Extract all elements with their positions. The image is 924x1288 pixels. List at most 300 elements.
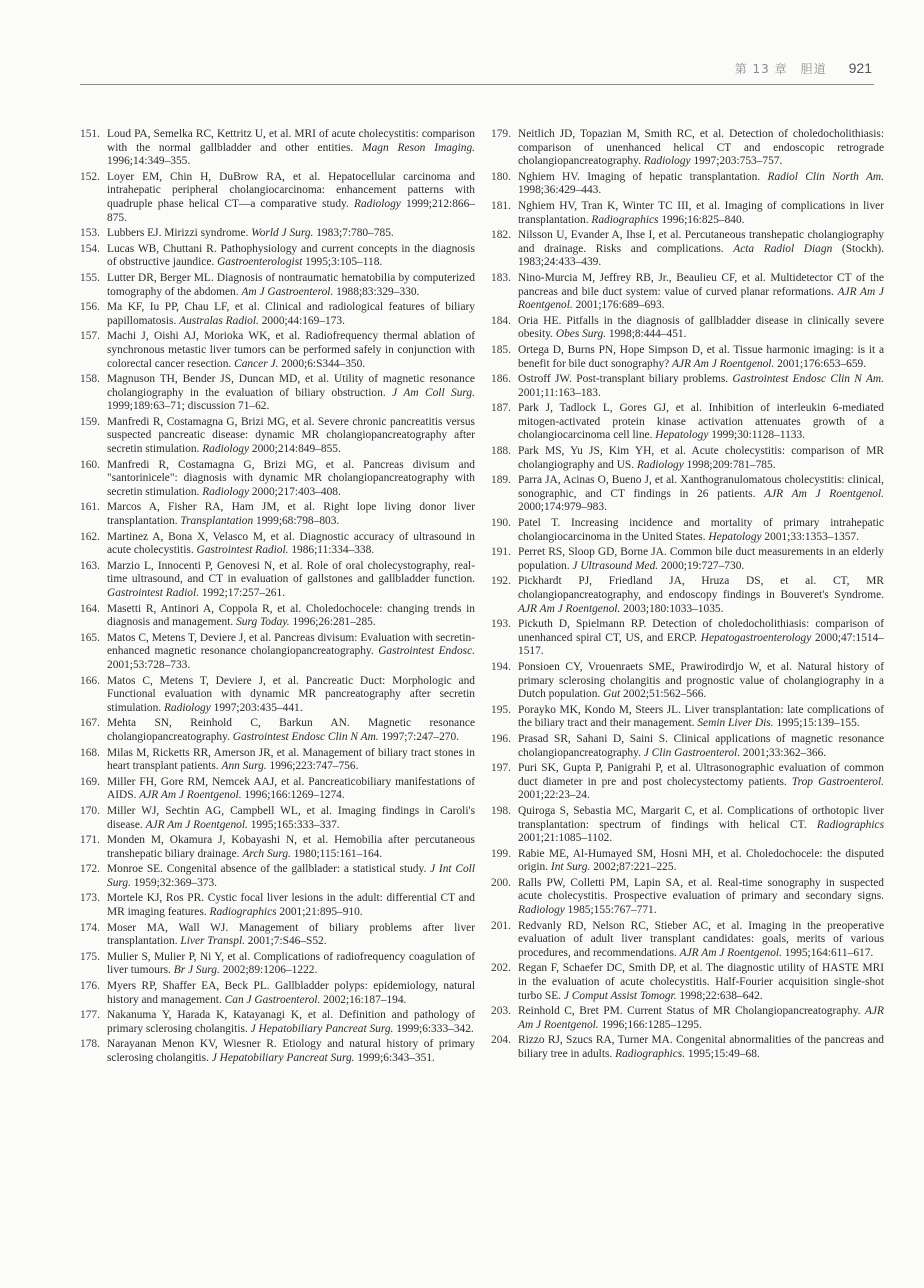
reference-authors-title: Parra JA, Acinas O, Bueno J, et al. Xanthogranulomatous cholecystitis: clinical, sonographic, and CT findings in 26 patients. xyxy=(518,474,884,500)
reference-text xyxy=(518,445,884,472)
reference-text xyxy=(107,243,475,270)
reference-citation: 1995;15:139–155. xyxy=(773,717,860,730)
reference-authors-title: Redvanly RD, Nelson RC, Stieber AC, et al. Imaging in the preoperative evaluation of adult liver transplant candidates: goals, merits of various procedures, and recommendations. xyxy=(518,919,884,959)
reference-number: 184. xyxy=(491,314,511,327)
reference-journal: Cancer J. xyxy=(234,357,279,370)
reference-number: 202. xyxy=(491,962,511,975)
reference-authors-title: Quiroga S, Sebastia MC, Margarit C, et al. Complications of orthotopic liver transplantation: spectrum of findings with helical CT. xyxy=(518,804,884,831)
reference-entry xyxy=(80,776,475,803)
reference-text xyxy=(107,227,475,241)
reference-citation: 2001;33:1353–1357. xyxy=(761,530,860,543)
reference-authors-title: Marzio L, Innocenti P, Genovesi N, et al. Role of oral cholecystography, real-time ultrasound, and CT in evaluation of gallstones and gallbladder function. xyxy=(107,559,475,586)
reference-citation: 1996;16:825–840. xyxy=(658,213,745,226)
reference-citation: 2001;7:S46–S52. xyxy=(244,935,327,948)
reference-authors-title: Milas M, Ricketts RR, Amerson JR, et al. Management of biliary tract stones in heart transplant patients. xyxy=(107,746,475,773)
reference-authors-title: Ralls PW, Colletti PM, Lapin SA, et al. Real-time sonography in suspected acute cholecystitis. Prospective evaluation of primary and secondary signs. xyxy=(518,876,884,903)
reference-journal: AJR Am J Roentgenol. xyxy=(145,818,248,831)
reference-number: 171. xyxy=(80,834,100,847)
reference-journal: Radiology xyxy=(354,197,401,210)
reference-citation: 1995;15:49–68. xyxy=(685,1048,760,1060)
reference-journal: Obes Surg. xyxy=(555,328,607,341)
reference-entry xyxy=(491,445,884,472)
reference-citation: 1983;7:780–785. xyxy=(313,227,394,240)
reference-text xyxy=(518,618,884,659)
reference-number: 182. xyxy=(491,229,511,242)
reference-text xyxy=(107,834,475,861)
reference-authors-title: Neitlich JD, Topazian M, Smith RC, et al. Detection of choledocholithiasis: comparison of unenhanced helical CT and endoscopic retrograde cholangiopancreatography. xyxy=(518,128,884,168)
reference-citation: (Stockh). 1983;24:433–439. xyxy=(518,242,884,269)
reference-journal: AJR Am J Roentgenol. xyxy=(139,789,242,802)
reference-authors-title: Nakanuma Y, Harada K, Katayanagi K, et al. Definition and pathology of primary sclerosing cholangitis. xyxy=(107,1009,475,1035)
reference-journal: Can J Gastroenterol. xyxy=(224,993,321,1006)
reference-citation: 2000;47:1514–1517. xyxy=(518,631,885,658)
reference-citation: 1998;8:444–451. xyxy=(606,328,687,341)
reference-entry xyxy=(80,501,475,528)
reference-journal: Radiology xyxy=(202,443,250,456)
reference-authors-title: Park MS, Yu JS, Kim YH, et al. Acute cholecystitis: comparison of MR cholangiography and US. xyxy=(518,445,884,471)
reference-citation: 1985;155:767–771. xyxy=(564,904,657,917)
reference-number: 164. xyxy=(80,602,100,615)
reference-citation: 1999;6:343–351. xyxy=(354,1052,435,1064)
reference-citation: 2002;51:562–566. xyxy=(620,688,707,701)
reference-entry xyxy=(80,128,475,169)
reference-text xyxy=(518,1005,884,1032)
reference-number: 189. xyxy=(491,474,511,487)
reference-journal: Br J Surg. xyxy=(173,964,220,977)
reference-entry xyxy=(491,805,884,846)
reference-citation: 1986;11:334–338. xyxy=(288,544,375,557)
reference-entry xyxy=(80,675,475,716)
reference-text xyxy=(518,200,884,227)
reference-entry xyxy=(491,877,884,918)
reference-journal: Liver Transpl. xyxy=(180,935,245,948)
reference-citation: 2001;21:895–910. xyxy=(276,906,363,919)
reference-number: 203. xyxy=(491,1005,511,1018)
reference-entry xyxy=(491,344,884,371)
reference-number: 154. xyxy=(80,242,100,255)
reference-number: 173. xyxy=(80,892,100,905)
reference-text xyxy=(107,531,475,558)
reference-text xyxy=(518,733,884,760)
reference-journal: Magn Reson Imaging. xyxy=(362,141,476,154)
reference-number: 190. xyxy=(491,517,511,530)
reference-text xyxy=(107,171,475,225)
reference-text xyxy=(107,459,475,500)
reference-citation: 2003;180:1033–1035. xyxy=(620,602,724,615)
reference-citation: 1999;30:1128–1133. xyxy=(708,429,806,442)
reference-number: 157. xyxy=(80,330,100,343)
reference-journal: Gastroenterologist xyxy=(217,256,303,269)
reference-citation: 2001;176:689–693. xyxy=(572,299,665,312)
reference-authors-title: Mulier S, Mulier P, Ni Y, et al. Complications of radiofrequency coagulation of liver tumours. xyxy=(107,950,475,977)
reference-citation: 1959;32:369–373. xyxy=(130,876,218,889)
reference-entry xyxy=(80,243,475,270)
reference-citation: 1996;223:747–756. xyxy=(266,760,359,773)
reference-number: 162. xyxy=(80,530,100,543)
reference-citation: 1992;17:257–261. xyxy=(198,587,286,599)
reference-journal: J Comput Assist Tomogr. xyxy=(563,989,677,1002)
reference-authors-title: Regan F, Schaefer DC, Smith DP, et al. The diagnostic utility of HASTE MRI in the evaluation of acute cholecystitis. Half-Fourier acquisition single-shot turbo SE. xyxy=(518,962,884,1002)
reference-authors-title: Puri SK, Gupta P, Panigrahi P, et al. Ultrasonographic evaluation of common duct diameter in pre and post cholecystectomy patients. xyxy=(518,762,884,788)
reference-citation: 1995;164:611–617. xyxy=(781,946,874,959)
reference-entry xyxy=(491,1034,884,1061)
reference-number: 195. xyxy=(491,703,511,716)
reference-journal: Int Surg. xyxy=(550,861,591,874)
reference-text xyxy=(107,951,475,978)
reference-authors-title: Matos C, Metens T, Deviere J, et al. Pancreatic Duct: Morphologic and Functional evaluation with dynamic MR pancreatography after secretin stimulation. xyxy=(107,674,475,714)
reference-journal: Radiology xyxy=(643,155,691,168)
reference-authors-title: Ortega D, Burns PN, Hope Simpson D, et al. Tissue harmonic imaging: is it a benefit for bile duct sonography? xyxy=(518,343,884,370)
running-head xyxy=(735,60,872,77)
reference-authors-title: Martinez A, Bona X, Velasco M, et al. Diagnostic accuracy of ultrasound in acute cholecystitis. xyxy=(107,530,475,557)
reference-number: 172. xyxy=(80,863,100,876)
reference-journal: Radiographics xyxy=(209,906,277,919)
reference-journal: AJR Am J Roentgenol. xyxy=(672,357,775,370)
reference-text xyxy=(518,517,884,544)
reference-citation: 1997;7:247–270. xyxy=(378,730,460,743)
reference-text xyxy=(107,560,475,601)
reference-citation: 1999;212:866–875. xyxy=(107,197,476,224)
reference-number: 163. xyxy=(80,559,100,572)
reference-text xyxy=(518,704,884,731)
reference-authors-title: Machi J, Oishi AJ, Morioka WK, et al. Radiofrequency thermal ablation of synchronous metastic liver tumors can be performed safely in conjunction with colorectal cancer resection. xyxy=(107,330,475,370)
page-header xyxy=(80,56,874,85)
reference-number: 165. xyxy=(80,631,100,644)
reference-citation: 1996;166:1285–1295. xyxy=(598,1018,702,1031)
reference-number: 191. xyxy=(491,546,511,559)
reference-authors-title: Mehta SN, Reinhold C, Barkun AN. Magnetic resonance cholangiopancreatography. xyxy=(107,717,475,743)
reference-entry xyxy=(80,373,475,414)
reference-text xyxy=(107,675,475,716)
reference-citation: 1988;83:329–330. xyxy=(333,285,420,298)
reference-citation: 1998;22:638–642. xyxy=(676,989,763,1002)
reference-number: 174. xyxy=(80,921,100,934)
reference-text xyxy=(107,922,475,949)
reference-text xyxy=(518,272,884,313)
reference-entry xyxy=(491,373,884,400)
reference-entry xyxy=(491,962,884,1003)
reference-number: 176. xyxy=(80,980,100,993)
reference-number: 198. xyxy=(491,804,511,817)
reference-entry xyxy=(491,618,884,659)
reference-authors-title: Perret RS, Sloop GD, Borne JA. Common bile duct measurements in an elderly population. xyxy=(518,546,884,572)
reference-text xyxy=(107,301,475,328)
reference-number: 151. xyxy=(80,128,100,140)
reference-text xyxy=(107,717,475,744)
reference-entry xyxy=(80,560,475,601)
reference-authors-title: Nino-Murcia M, Jeffrey RB, Jr., Beaulieu CF, et al. Multidetector CT of the pancreas and bile duct system: value of curved planar reformations. xyxy=(518,271,884,298)
reference-authors-title: Park J, Tadlock L, Gores GJ, et al. Inhibition of interleukin 6-mediated mitogen-activated protein kinase activation attenuates growth of a cholangiocarcinoma cell line. xyxy=(518,402,884,442)
reference-number: 156. xyxy=(80,301,100,314)
reference-number: 159. xyxy=(80,415,100,428)
reference-text xyxy=(518,661,884,702)
reference-text xyxy=(107,373,475,414)
reference-entry xyxy=(491,315,884,342)
reference-authors-title: Loud PA, Semelka RC, Kettritz U, et al. MRI of acute cholecystitis: comparison with the normal gallbladder and other entities. xyxy=(107,128,475,154)
reference-citation: 1999;68:798–803. xyxy=(253,515,340,528)
reference-citation: 1999;6:333–342. xyxy=(393,1022,474,1035)
page-number: 921 xyxy=(848,60,872,76)
reference-number: 186. xyxy=(491,373,511,386)
reference-entry xyxy=(80,227,475,241)
reference-number: 160. xyxy=(80,458,100,471)
reference-number: 179. xyxy=(491,128,511,140)
reference-journal: J Hepatobiliary Pancreat Surg. xyxy=(250,1022,394,1035)
reference-entry xyxy=(80,922,475,949)
reference-journal: Gut xyxy=(603,688,621,701)
reference-authors-title: Prasad SR, Sahani D, Saini S. Clinical applications of magnetic resonance cholangiopancreatography. xyxy=(518,732,884,759)
reference-citation: 2000;174:979–983. xyxy=(518,501,607,514)
reference-entry xyxy=(80,717,475,744)
reference-journal: Gastrointest Radiol. xyxy=(196,544,289,557)
reference-text xyxy=(518,344,884,371)
reference-text xyxy=(107,330,475,371)
reference-number: 178. xyxy=(80,1038,100,1051)
reference-journal: Hepatology xyxy=(655,429,709,442)
reference-authors-title: Rabie ME, Al-Humayed SM, Hosni MH, et al. Choledochocele: the disputed origin. xyxy=(518,847,884,874)
reference-number: 161. xyxy=(80,501,100,514)
reference-entry xyxy=(80,632,475,673)
reference-number: 158. xyxy=(80,373,100,386)
reference-text xyxy=(107,747,475,774)
reference-citation: 2000;217:403–408. xyxy=(249,485,341,498)
reference-entry xyxy=(491,762,884,803)
reference-text xyxy=(518,315,884,342)
reference-citation: 2001;22:23–24. xyxy=(518,789,590,802)
reference-authors-title: Pickhardt PJ, Friedland JA, Hruza DS, et al. CT, MR cholangiopancreatography, and endoscopy findings in Bouveret's Syndrome. xyxy=(518,575,884,601)
reference-authors-title: Patel T. Increasing incidence and mortality of primary intrahepatic cholangiocarcinoma in the United States. xyxy=(518,517,884,543)
reference-column-left xyxy=(80,128,475,1068)
reference-number: 169. xyxy=(80,775,100,788)
reference-entry xyxy=(491,1005,884,1032)
reference-journal: Hepatogastroenterology xyxy=(700,631,812,644)
reference-journal: J Am Coll Surg. xyxy=(392,386,475,399)
reference-number: 188. xyxy=(491,445,511,458)
reference-journal: Gastrointest Endosc Clin N Am. xyxy=(232,730,379,743)
reference-entry xyxy=(80,747,475,774)
reference-entry xyxy=(491,171,884,198)
reference-citation: 1995;3:105–118. xyxy=(302,256,383,269)
reference-entry xyxy=(491,661,884,702)
reference-number: 192. xyxy=(491,575,511,588)
reference-citation: 2000;6:S344–350. xyxy=(278,357,366,370)
reference-citation: 2001;21:1085–1102. xyxy=(518,832,613,845)
reference-journal: Semin Liver Dis. xyxy=(697,717,774,730)
reference-authors-title: Myers RP, Shaffer EA, Beck PL. Gallbladder polyps: epidemiology, natural history and management. xyxy=(107,980,475,1006)
reference-number: 152. xyxy=(80,170,100,183)
reference-text xyxy=(518,762,884,803)
reference-entry xyxy=(80,301,475,328)
reference-journal: AJR Am J Roentgenol. xyxy=(518,1005,884,1031)
reference-text xyxy=(107,416,475,457)
reference-journal: Radiographics xyxy=(591,213,659,226)
reference-entry xyxy=(80,805,475,832)
reference-number: 200. xyxy=(491,876,511,889)
reference-text xyxy=(518,402,884,443)
reference-text xyxy=(107,128,475,169)
reference-citation: 2001;53:728–733. xyxy=(107,658,191,671)
reference-journal: Gastrointest Endosc Clin N Am. xyxy=(732,373,884,386)
reference-authors-title: Ma KF, Iu PP, Chau LF, et al. Clinical and radiological features of biliary papillomatosis. xyxy=(107,301,475,327)
reference-text xyxy=(518,962,884,1003)
reference-authors-title: Masetti R, Antinori A, Coppola R, et al. Choledochocele: changing trends in diagnosis and management. xyxy=(107,602,475,629)
reference-number: 201. xyxy=(491,919,511,932)
reference-text xyxy=(107,805,475,832)
reference-number: 197. xyxy=(491,762,511,775)
reference-authors-title: Lucas WB, Chuttani R. Pathophysiology and current concepts in the diagnosis of obstructive jaundice. xyxy=(107,242,475,269)
reference-authors-title: Loyer EM, Chin H, DuBrow RA, et al. Hepatocellular carcinoma and intrahepatic peripheral cholangiocarcinoma: enhancement patterns with quadruple phase helical CT—a comparative study. xyxy=(107,170,475,210)
reference-entry xyxy=(491,920,884,961)
reference-number: 168. xyxy=(80,746,100,759)
reference-journal: J Hepatobiliary Pancreat Surg. xyxy=(211,1052,355,1064)
reference-journal: Gastrointest Radiol. xyxy=(107,587,199,599)
reference-number: 194. xyxy=(491,660,511,673)
reference-citation: 1997;203:435–441. xyxy=(210,701,303,714)
reference-authors-title: Pickuth D, Spielmann RP. Detection of choledocholithiasis: comparison of unenhanced spiral CT, US, and ERCP. xyxy=(518,618,884,644)
reference-citation: 1998;209:781–785. xyxy=(683,458,776,471)
reference-entry xyxy=(80,459,475,500)
reference-authors-title: Matos C, Metens T, Deviere J, et al. Pancreas divisum: Evaluation with secretin-enhanced magnetic resonance cholangiopancreatography. xyxy=(107,631,475,658)
reference-entry xyxy=(80,834,475,861)
reference-citation: 2002;89:1206–1222. xyxy=(219,964,318,977)
reference-entry xyxy=(80,272,475,299)
reference-citation: 2001;33:362–366. xyxy=(740,746,827,759)
reference-text xyxy=(518,229,884,270)
reference-citation: 1997;203:753–757. xyxy=(690,155,783,168)
reference-text xyxy=(107,1038,475,1065)
reference-journal: Radiology xyxy=(202,485,250,498)
reference-entry xyxy=(491,546,884,573)
reference-journal: Radiographics xyxy=(816,818,884,831)
reference-text xyxy=(107,1009,475,1036)
reference-entry xyxy=(491,474,884,515)
reference-authors-title: Nilsson U, Evander A, Ihse I, et al. Percutaneous transhepatic cholangiography and drainage. Risks and complications. xyxy=(518,229,884,255)
reference-entry xyxy=(491,848,884,875)
reference-journal: World J Surg. xyxy=(251,227,314,240)
reference-number: 180. xyxy=(491,170,511,183)
reference-citation: 2000;44:169–173. xyxy=(258,314,345,327)
reference-citation: 2000;214:849–855. xyxy=(249,443,341,456)
reference-citation: 2000;19:727–730. xyxy=(658,559,745,572)
reference-text xyxy=(518,171,884,198)
reference-text xyxy=(107,272,475,299)
reference-text xyxy=(518,546,884,573)
reference-citation: 1995;165:333–337. xyxy=(247,818,340,831)
reference-journal: Radiology xyxy=(636,458,684,471)
chapter-title: 第 13 章 胆道 xyxy=(734,62,827,76)
reference-text xyxy=(518,1034,884,1061)
reference-number: 167. xyxy=(80,717,100,730)
reference-journal: Hepatology xyxy=(708,530,762,543)
reference-journal: Radiology xyxy=(163,701,211,714)
reference-entry xyxy=(491,272,884,313)
reference-authors-title: Oria HE. Pitfalls in the diagnosis of gallbladder disease in clinically severe obesity. xyxy=(518,314,884,341)
reference-citation: 1980;115:161–164. xyxy=(290,847,383,860)
reference-citation: 1996;14:349–355. xyxy=(107,155,191,168)
reference-journal: AJR Am J Roentgenol. xyxy=(679,946,782,959)
reference-entry xyxy=(491,200,884,227)
reference-entry xyxy=(491,128,884,169)
reference-number: 181. xyxy=(491,199,511,212)
reference-text xyxy=(107,632,475,673)
reference-entry xyxy=(80,980,475,1007)
reference-number: 155. xyxy=(80,271,100,284)
reference-authors-title: Rizzo RJ, Szucs RA, Turner MA. Congenital abnormalities of the pancreas and biliary tree in adults. xyxy=(518,1034,884,1060)
reference-text xyxy=(107,863,475,890)
reference-text xyxy=(518,128,884,169)
reference-text xyxy=(518,920,884,961)
reference-entry xyxy=(80,1038,475,1065)
reference-entry xyxy=(80,951,475,978)
reference-journal: J Clin Gastroenterol. xyxy=(643,746,741,759)
reference-authors-title: Monden M, Okamura J, Kobayashi N, et al. Hemobilia after percutaneous transhepatic biliary drainage. xyxy=(107,834,475,860)
reference-text xyxy=(518,805,884,846)
reference-authors-title: Nghiem HV. Imaging of hepatic transplantation. xyxy=(518,170,768,183)
reference-authors-title: Miller FH, Gore RM, Nemcek AAJ, et al. Pancreaticobiliary manifestations of AIDS. xyxy=(107,775,475,802)
reference-entry xyxy=(80,330,475,371)
reference-journal: AJR Am J Roentgenol. xyxy=(518,602,621,615)
reference-authors-title: Reinhold C, Bret PM. Current Status of MR Cholangiopancreatography. xyxy=(518,1005,866,1018)
reference-citation: 1998;36:429–443. xyxy=(518,184,602,197)
reference-text xyxy=(518,575,884,616)
reference-number: 183. xyxy=(491,271,511,284)
reference-column-right xyxy=(491,128,884,1064)
reference-citation: 2001;11:163–183. xyxy=(518,386,601,399)
reference-journal: AJR Am J Roentgenol. xyxy=(764,487,884,500)
reference-authors-title: Manfredi R, Costamagna G, Brizi MG, et al. Severe chronic pancreatitis versus suspected pancreatic disease: dynamic MR cholangiopancreatography after secretin stimulation. xyxy=(107,415,475,456)
reference-entry xyxy=(491,517,884,544)
reference-entry xyxy=(80,603,475,630)
reference-authors-title: Lubbers EJ. Mirizzi syndrome. xyxy=(107,227,252,240)
reference-number: 175. xyxy=(80,950,100,963)
reference-entry xyxy=(80,1009,475,1036)
reference-authors-title: Ostroff JW. Post-transplant biliary problems. xyxy=(518,373,733,386)
reference-authors-title: Moser MA, Wall WJ. Management of biliary problems after liver transplantation. xyxy=(107,921,475,948)
reference-journal: Acta Radiol Diagn xyxy=(733,242,833,255)
reference-number: 185. xyxy=(491,343,511,356)
reference-text xyxy=(518,373,884,400)
reference-journal: J Int Coll Surg. xyxy=(107,863,476,889)
reference-text xyxy=(107,892,475,919)
reference-entry xyxy=(491,402,884,443)
reference-journal: Ann Surg. xyxy=(221,760,267,773)
reference-journal: AJR Am J Roentgenol. xyxy=(518,285,884,312)
reference-authors-title: Manfredi R, Costamagna G, Brizi MG, et al. Pancreas divisum and "santorinicele": diagnosis with dynamic MR cholangiopancreatography with secretin stimulation. xyxy=(107,458,475,498)
reference-journal: Gastrointest Endosc. xyxy=(378,645,475,658)
reference-citation: 1999;189:63–71; discussion 71–62. xyxy=(107,400,270,413)
reference-authors-title: Narayanan Menon KV, Wiesner R. Etiology and natural history of primary sclerosing cholangitis. xyxy=(107,1038,475,1064)
reference-authors-title: Ponsioen CY, Vrouenraets SME, Prawirodirdjo W, et al. Natural history of primary sclerosing cholangitis and prognostic value of cholangiography in a Dutch population. xyxy=(518,660,884,701)
reference-journal: Am J Gastroenterol. xyxy=(241,285,334,298)
reference-entry xyxy=(80,863,475,890)
reference-journal: Arch Surg. xyxy=(242,847,291,860)
reference-citation: 2002;87:221–225. xyxy=(590,861,677,874)
reference-entry xyxy=(491,733,884,760)
reference-authors-title: Porayko MK, Kondo M, Steers JL. Liver transplantation: late complications of the biliary tract and their management. xyxy=(518,703,884,730)
reference-entry xyxy=(80,531,475,558)
reference-text xyxy=(107,501,475,528)
reference-authors-title: Miller WJ, Sechtin AG, Campbell WL, et al. Imaging findings in Caroli's disease. xyxy=(107,804,475,831)
reference-entry xyxy=(491,229,884,270)
reference-entry xyxy=(80,892,475,919)
reference-text xyxy=(107,603,475,630)
reference-text xyxy=(518,848,884,875)
reference-entry xyxy=(80,171,475,225)
reference-number: 153. xyxy=(80,227,100,240)
reference-authors-title: Nghiem HV, Tran K, Winter TC III, et al. Imaging of complications in liver transplantation. xyxy=(518,199,884,226)
reference-number: 196. xyxy=(491,732,511,745)
reference-number: 166. xyxy=(80,674,100,687)
